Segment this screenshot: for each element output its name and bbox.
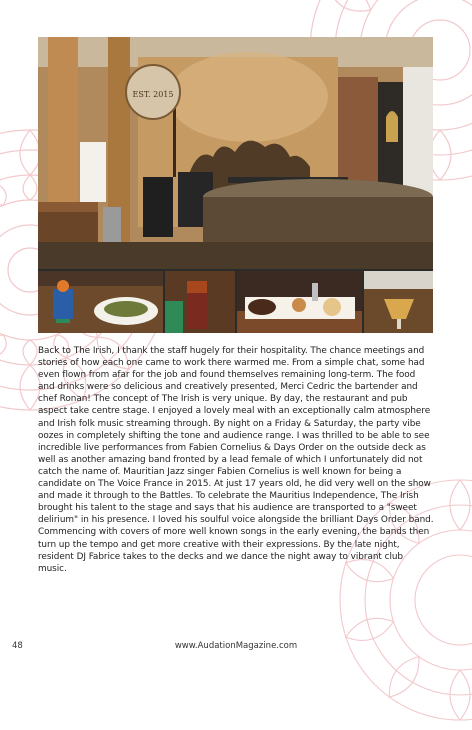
website-url[interactable]: www.AudationMagazine.com	[174, 641, 298, 651]
page-number: 48	[12, 641, 23, 651]
drinks-food-thumbnail	[38, 271, 163, 333]
photo-collage	[38, 37, 433, 333]
article-body: Back to The Irish, I thank the staff hugely for their hospitality. The chance meetings and stories of how each one came to work there warmed me. From a simple chat, some had even flown from afar for the job and found themselves remaining long-term. The food and drinks were so delicious and creatively presented, Merci Cedric the bartender and chef Ronan! The concept of The Irish is very unique. By day, the restaurant and pub aspect take centre stage. I enjoyed a lovely meal with an exceptionally calm atmosphere and Irish folk music streaming through. By night on a Friday & Saturday, the party vibe oozes in completely shifting the tone and audience range. I was thrilled to be able to see incredible live performances from Fabien Cornelius & Days Order on the outside deck as well as another amazing band fronted by a lead female of which I unfortunately did not catch the name of. Mauritian Jazz singer Fabien Cornelius is well known for being a candidate on The Voice France in 2015. At just 17 years old, he did very well on the show and made it through to the Battles. To celebrate the Mauritius Independence, The Irish brought his talent to the stage and says that his audience are transported to a "sweet delirium" in his presence. I loved his soulful voice alongside the brilliant Days Order band. Commencing with covers of more well known songs in the early evening, the bands then turn up the tempo and get more creative with their expressions. By the late night, resident DJ Fabrice takes to the decks and we dance the night away to vibrant club music.	[38, 346, 434, 574]
cocktail-thumbnail	[165, 271, 235, 333]
dessert-thumbnail	[237, 271, 362, 333]
beer-thumbnail	[364, 271, 433, 333]
est-sign-text: EST. 2015	[132, 90, 174, 99]
pub-interior-photo	[38, 37, 433, 269]
